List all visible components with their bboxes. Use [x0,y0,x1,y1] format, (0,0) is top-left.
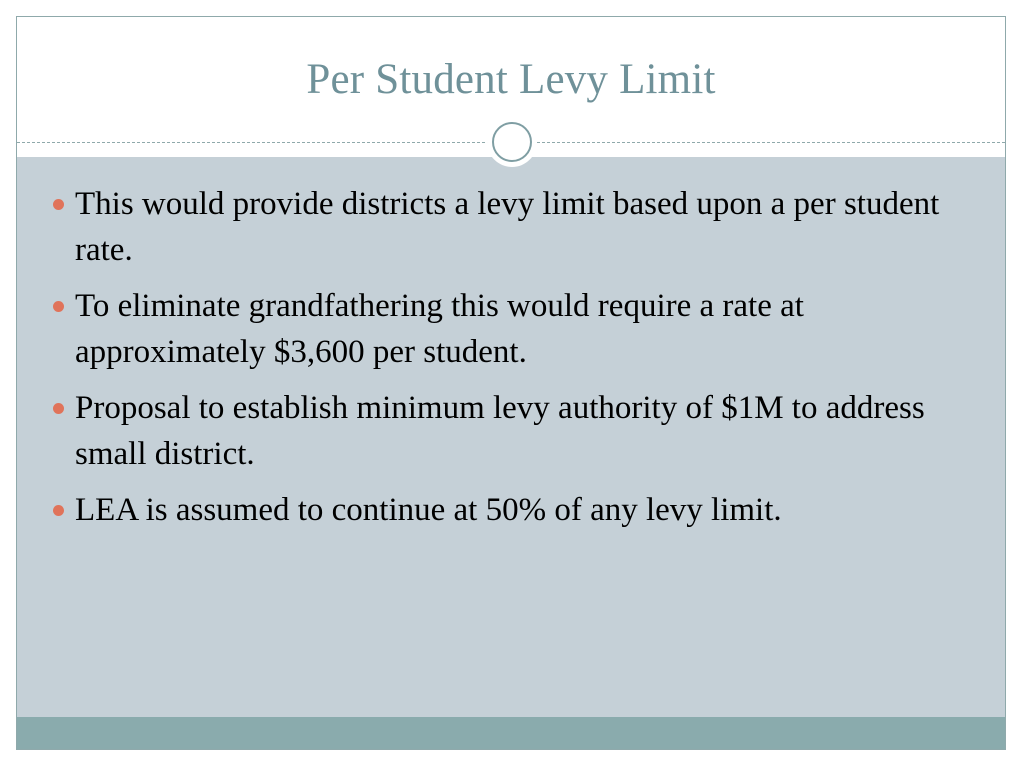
bullet-dot-icon [53,403,64,414]
bullet-list [47,181,987,543]
circle-ornament-icon [487,117,537,167]
bullet-text: To eliminate grandfathering this would require a rate at approximately $3,600 per student. [75,288,804,370]
bullet-text: Proposal to establish minimum levy authority of $1M to address small district. [75,390,925,472]
bullet-dot-icon [53,199,64,210]
bullet-text: This would provide districts a levy limit based upon a per student rate. [75,186,940,268]
footer-bar [17,717,1005,750]
bullet-dot-icon [53,301,64,312]
bullet-item [47,283,987,375]
slide-title: Per Student Levy Limit [306,56,716,103]
bullet-item [47,487,987,533]
bullet-dot-icon [53,505,64,516]
slide [16,16,1006,750]
bullet-item [47,181,987,273]
bullet-text: LEA is assumed to continue at 50% of any levy limit. [75,492,782,528]
bullet-item [47,385,987,477]
circle-ring-icon [492,122,532,162]
